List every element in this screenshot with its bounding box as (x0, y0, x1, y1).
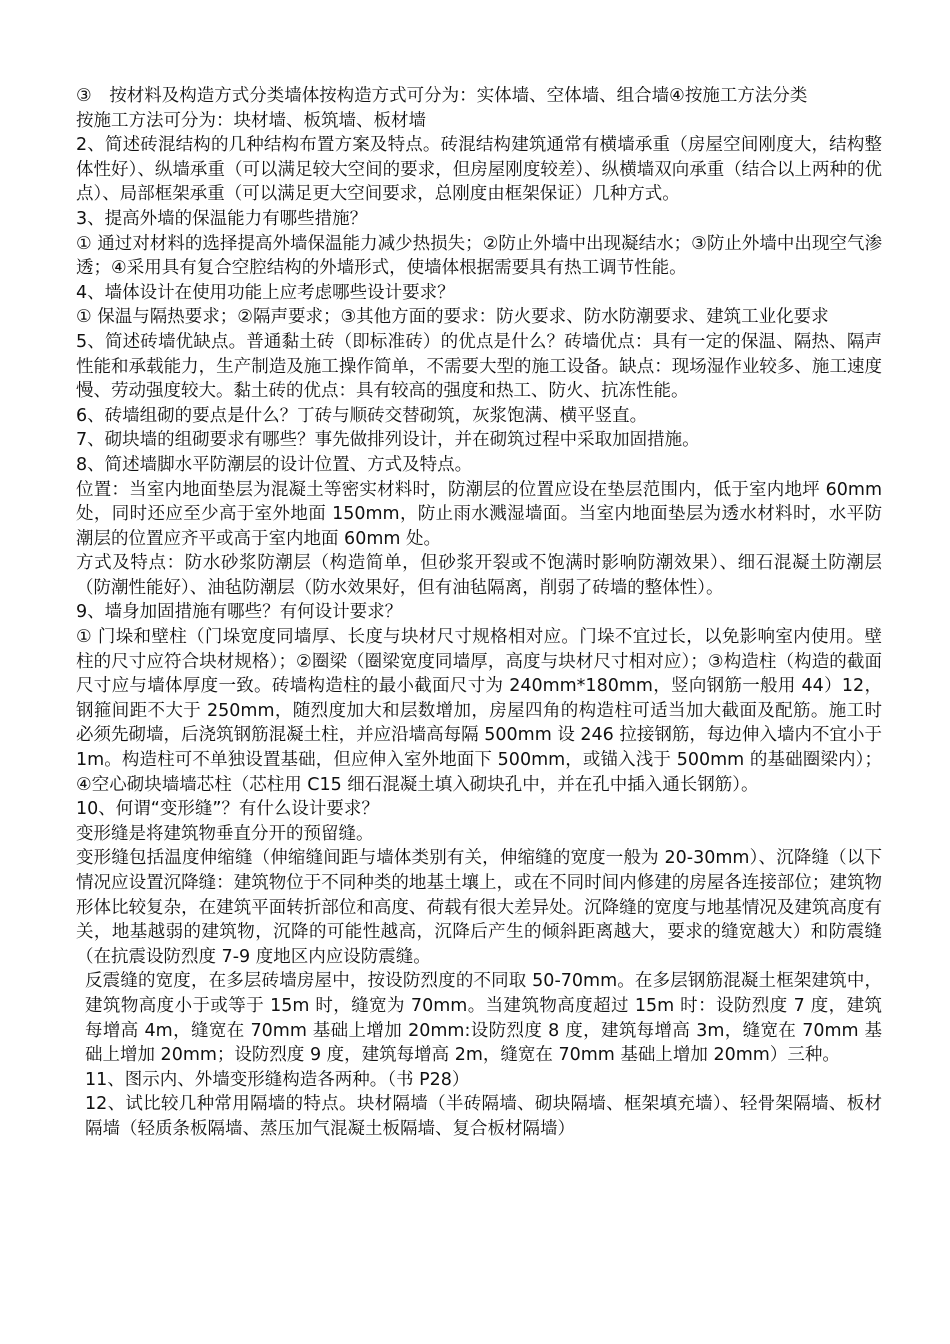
paragraph-q3-heading: 3、提高外墙的保温能力有哪些措施？ (76, 208, 368, 229)
paragraph-q8-heading: 8、简述墙脚水平防潮层的设计位置、方式及特点。 (76, 454, 473, 475)
paragraph-q9-heading: 9、墙身加固措施有哪些？有何设计要求？ (76, 602, 403, 623)
paragraph-q4-answer: ① 保温与隔热要求；②隔声要求；③其他方面的要求：防火要求、防水防潮要求、建筑工业化要求 (76, 307, 829, 328)
paragraph-q2-brick-concrete-structure: 2、简述砖混结构的几种结构布置方案及特点。砖混结构建筑通常有横墙承重（房屋空间刚度大，结构整体性好）、纵墙承重（可以满足较大空间的要求，但房屋刚度较差）、纵横墙双向承重（结合以上两种的优点）、局部框架承重（可以满足更大空间要求，总刚度由框架保证）几种方式。 (76, 135, 882, 205)
paragraph-q4-heading: 4、墙体设计在使用功能上应考虑哪些设计要求？ (76, 282, 455, 303)
document-body (76, 84, 882, 1142)
paragraph-q10-joint-types: 变形缝包括温度伸缩缝（伸缩缝间距与墙体类别有关，伸缩缝的宽度一般为 20-30mm）、沉降缝（以下情况应设置沉降缝：建筑物位于不同种类的地基土壤上，或在不同时间内修建的房屋各连接部位；建筑物形体比较复杂，在建筑平面转折部位和高度、荷载有很大差异处。沉降缝的宽度与地基情况及建筑高度有关，地基越弱的建筑物，沉降的可能性越高，沉降后产生的倾斜距离越大，要求的缝宽越大）和防震缝（在抗震设防烈度 7-9 度地区内应设防震缝。 (76, 848, 882, 967)
paragraph-q12-partition-walls: 12、试比较几种常用隔墙的特点。块材隔墙（半砖隔墙、砌块隔墙、框架填充墙）、轻骨架隔墙、板材隔墙（轻质条板隔墙、蒸压加气混凝土板隔墙、复合板材隔墙） (85, 1094, 882, 1139)
paragraph-q8-position: 位置：当室内地面垫层为混凝土等密实材料时，防潮层的位置应设在垫层范围内，低于室内地坪 60mm 处，同时还应至少高于室外地面 150mm，防止雨水溅湿墙面。当室内地面垫层为透水材料时，水平防潮层的位置应齐平或高于室内地面 60mm 处。 (76, 479, 882, 549)
paragraph-classification-construction: ③ 按材料及构造方式分类墙体按构造方式可分为：实体墙、空体墙、组合墙④按施工方法分类 (76, 86, 808, 106)
paragraph-q7-block-wall: 7、砌块墙的组砌要求有哪些？事先做排列设计，并在砌筑过程中采取加固措施。 (76, 430, 700, 451)
paragraph-q6-brick-bonding: 6、砖墙组砌的要点是什么？丁砖与顺砖交替砌筑，灰浆饱满、横平竖直。 (76, 405, 648, 426)
paragraph-q5-brick-wall: 5、简述砖墙优缺点。普通黏土砖（即标准砖）的优点是什么？砖墙优点：具有一定的保温、隔热、隔声性能和承载能力，生产制造及施工操作简单，不需要大型的施工设备。缺点：现场湿作业较多、施工速度慢、劳动强度较大。黏土砖的优点：具有较高的强度和热工、防火、抗冻性能。 (76, 331, 882, 402)
paragraph-q3-answer: ① 通过对材料的选择提高外墙保温能力减少热损失；②防止外墙中出现凝结水；③防止外墙中出现空气渗透；④采用具有复合空腔结构的外墙形式，使墙体根据需要具有热工调节性能。 (76, 233, 882, 279)
paragraph-classification-construction-method: 按施工方法可分为：块材墙、板筑墙、板材墙 (76, 110, 426, 131)
paragraph-q8-methods: 方式及特点：防水砂浆防潮层（构造简单，但砂浆开裂或不饱满时影响防潮效果）、细石混凝土防潮层（防潮性能好）、油毡防潮层（防水效果好，但有油毡隔离，削弱了砖墙的整体性）。 (76, 553, 882, 598)
paragraph-q10-seismic-joint-width: 反震缝的宽度，在多层砖墙房屋中，按设防烈度的不同取 50-70mm。在多层钢筋混凝土框架建筑中，建筑物高度小于或等于 15m 时，缝宽为 70mm。当建筑物高度超过 15m 时：设防烈度 7 度，建筑每增高 4m，缝宽在 70mm 基础上增加 20mm:设防烈度 8 度，建筑每增高 3m，缝宽在 70mm 基础上增加 20mm；设防烈度 9 度，建筑每增高 2m，缝宽在 70mm 基础上增加 20mm）三种。 (85, 971, 882, 1066)
paragraph-q9-answer: ① 门垛和壁柱（门垛宽度同墙厚、长度与块材尺寸规格相对应。门垛不宜过长，以免影响室内使用。壁柱的尺寸应符合块材规格）；②圈梁（圈梁宽度同墙厚，高度与块材尺寸相对应）；③构造柱（构造的截面尺寸应与墙体厚度一致。砖墙构造柱的最小截面尺寸为 240mm*180mm，竖向钢筋一般用 44）12，钢箍间距不大于 250mm，随烈度加大和层数增加，房屋四角的构造柱可适当加大截面及配筋。施工时必须先砌墙，后浇筑钢筋混凝土柱，并应沿墙高每隔 500mm 设 246 拉接钢筋，每边伸入墙内不宜小于 1m。构造柱可不单独设置基础，但应伸入室外地面下 500mm，或锚入浅于 500mm 的基础圈梁内）；④空心砌块墙墙芯柱（芯柱用 C15 细石混凝土填入砌块孔中，并在孔中插入通长钢筋）。 (76, 627, 882, 795)
paragraph-q11: 11、图示内、外墙变形缝构造各两种。（书 P28） (85, 1069, 470, 1090)
paragraph-q10-heading: 10、何谓“变形缝”？有什么设计要求？ (76, 799, 379, 820)
paragraph-q10-definition: 变形缝是将建筑物垂直分开的预留缝。 (76, 823, 374, 844)
